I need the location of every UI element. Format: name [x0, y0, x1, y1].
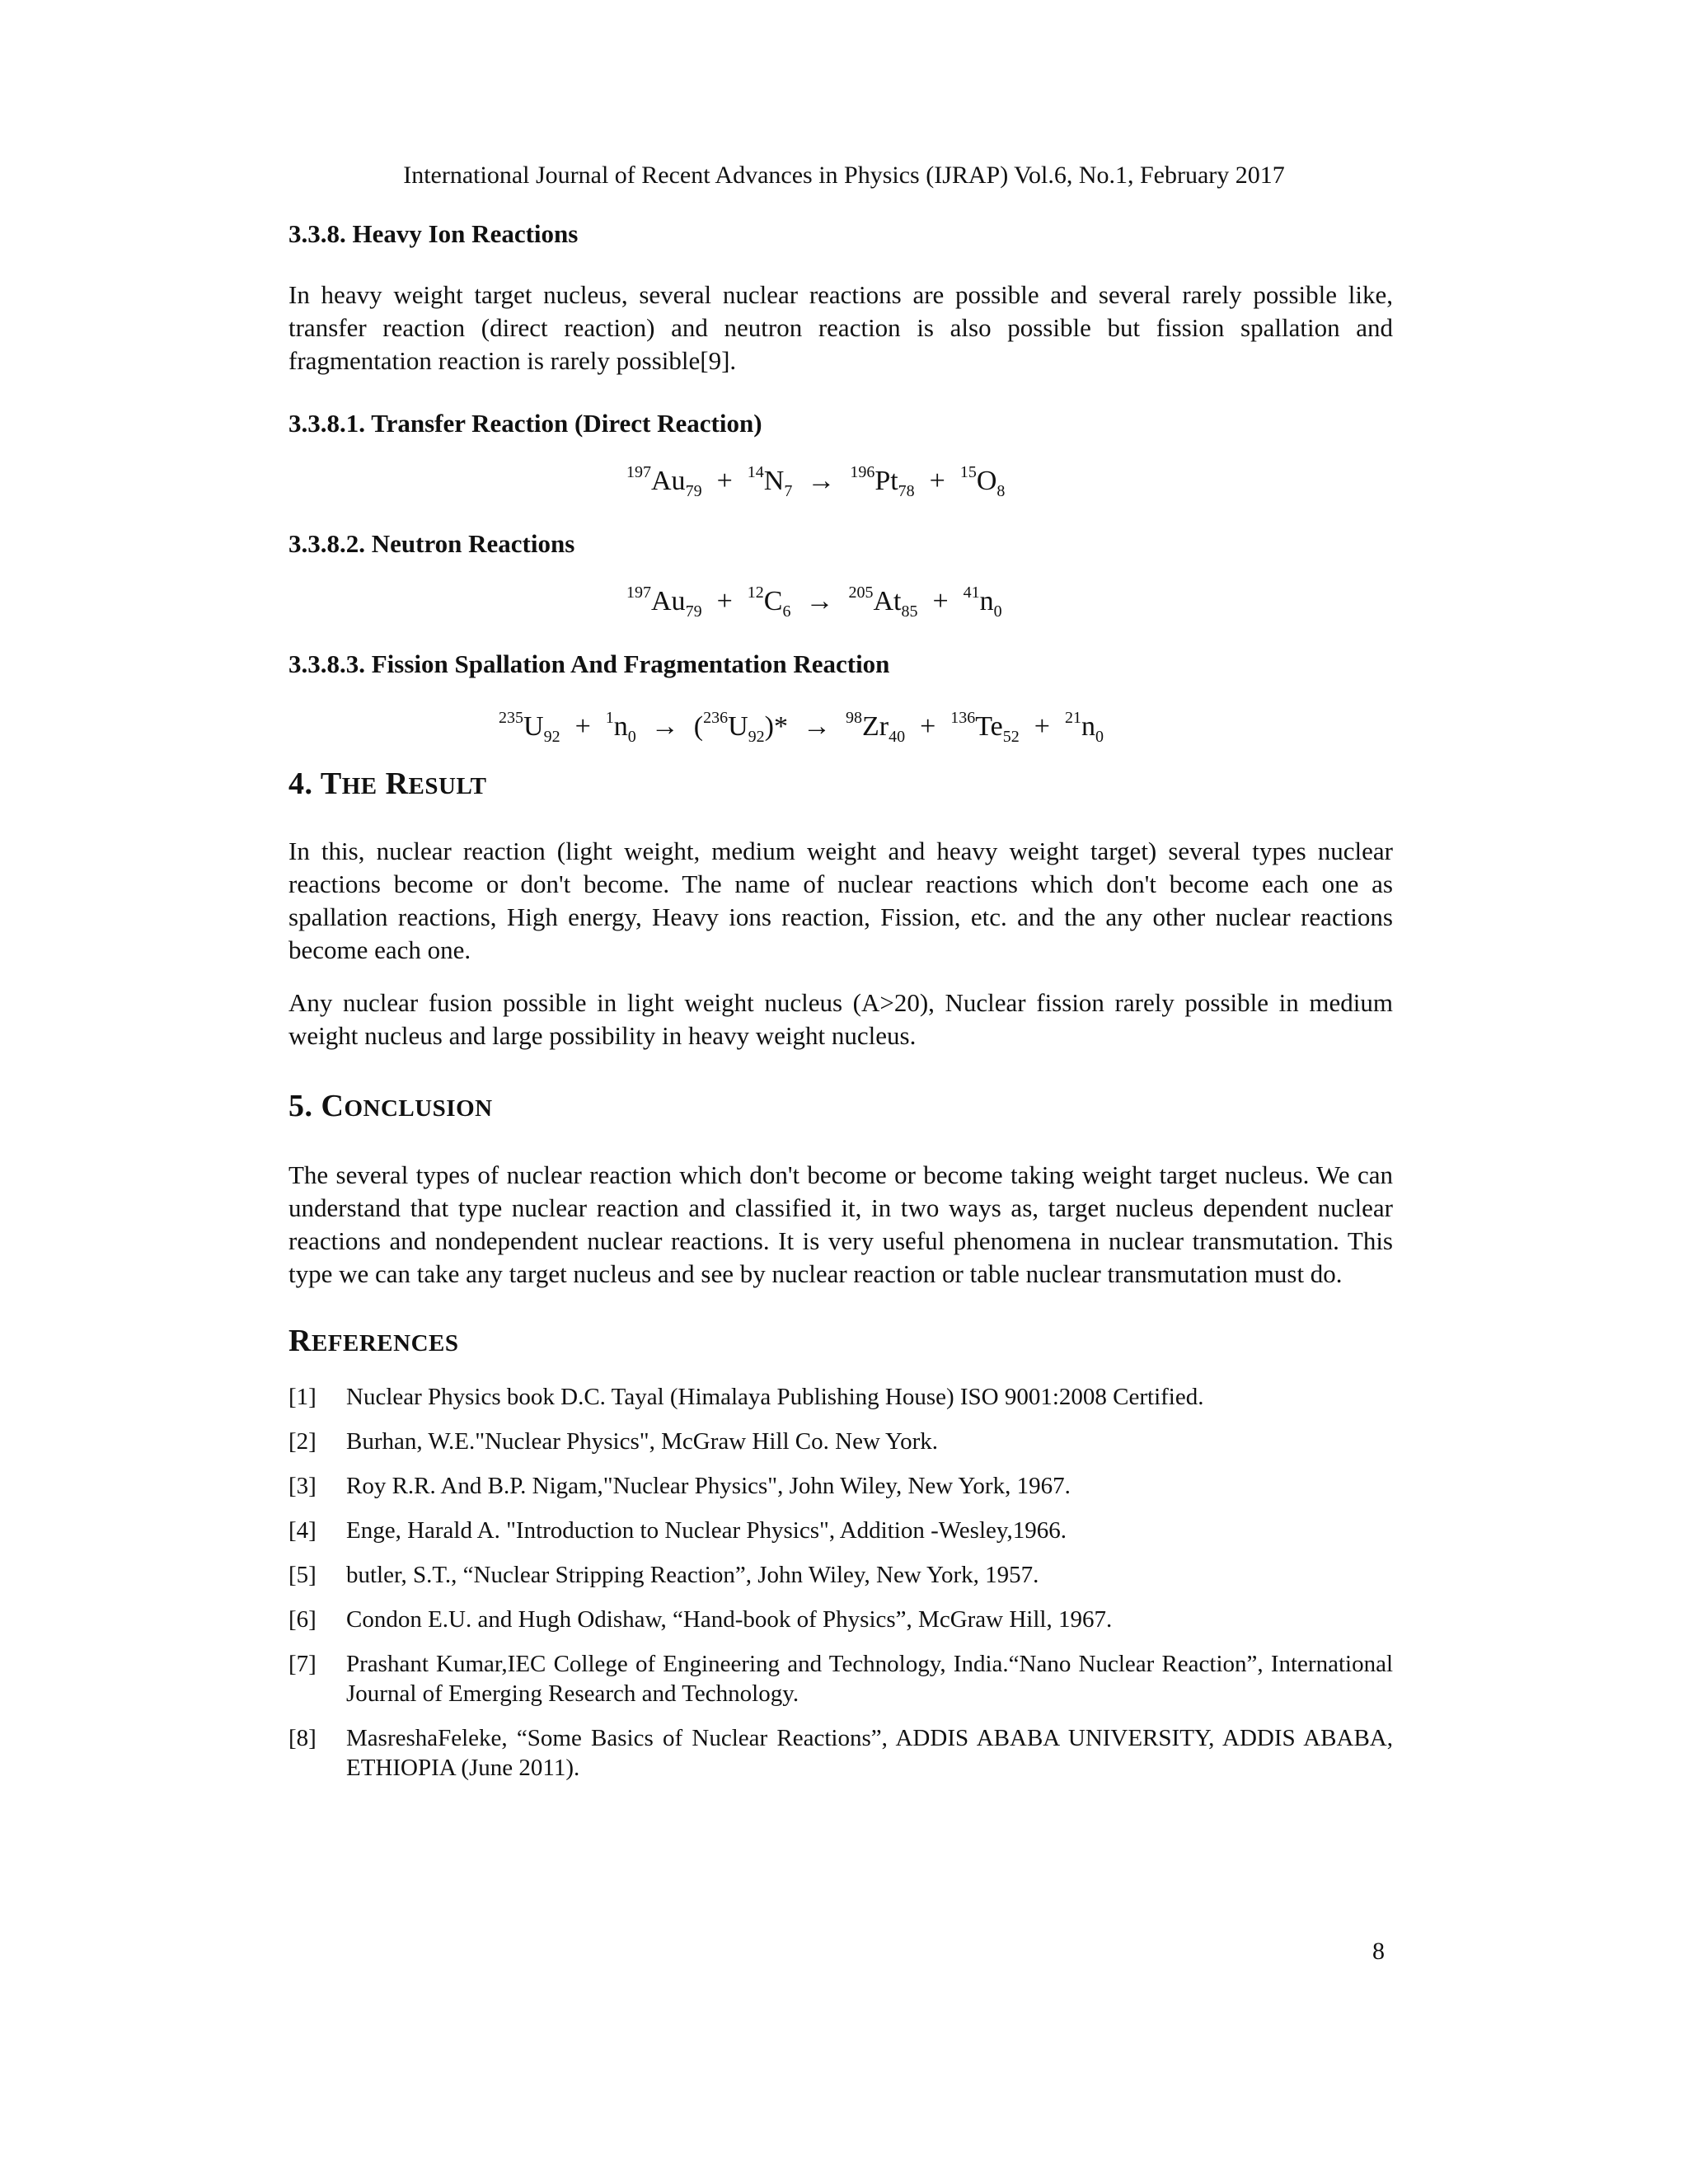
reference-item	[288, 1471, 1393, 1501]
isotope-mass: 236	[703, 709, 729, 727]
isotope-mass: 12	[747, 583, 764, 602]
reaction-arrow: →	[802, 711, 831, 742]
heading-initial: T	[320, 766, 342, 801]
atomic-number: 6	[782, 602, 791, 621]
isotope-mass: 197	[626, 463, 651, 481]
isotope-mass: 235	[499, 709, 523, 727]
isotope-mass: 1	[605, 709, 614, 727]
reference-number: [7]	[288, 1651, 316, 1677]
atomic-number: 0	[627, 728, 636, 746]
reference-number: [5]	[288, 1562, 316, 1588]
section-heading-3-3-8-3: 3.3.8.3. Fission Spallation And Fragmentation Reaction	[288, 649, 890, 678]
element-symbol: U	[728, 711, 748, 742]
equation-neutron-row	[288, 582, 1393, 628]
element-symbol: At	[873, 586, 902, 616]
section-number: 4.	[288, 766, 321, 801]
plus-sign: +	[574, 711, 591, 742]
plus-sign: +	[929, 466, 945, 496]
plus-sign: +	[932, 586, 949, 616]
section-heading-3-3-8-1: 3.3.8.1. Transfer Reaction (Direct Reaction)	[288, 409, 762, 438]
open-paren: (	[693, 711, 704, 742]
atomic-number: 92	[748, 728, 765, 746]
equation-fission-row	[288, 707, 1393, 753]
element-symbol: O	[976, 466, 997, 496]
reference-item	[288, 1605, 1393, 1634]
isotope-mass: 15	[959, 463, 977, 481]
isotope-mass: 197	[626, 583, 651, 602]
reaction-arrow: →	[650, 711, 679, 742]
section-3-3-8-paragraph: In heavy weight target nucleus, several nuclear reactions are possible and several rarely possible like, transfer reaction (direct reaction) and neutron reaction is also possible but fission spallation and fragmentation reaction is rarely possible[9].	[288, 280, 1393, 375]
running-header: International Journal of Recent Advances in Physics (IJRAP) Vol.6, No.1, February 2017	[403, 162, 1285, 189]
reaction-arrow: →	[805, 586, 834, 616]
reference-text: Nuclear Physics book D.C. Tayal (Himalaya Publishing House) ISO 9001:2008 Certified.	[346, 1384, 1204, 1410]
reference-text: Prashant Kumar,IEC College of Engineering and Technology, India.“Nano Nuclear Reaction”, International Journal of Emerging Research and Technology.	[346, 1651, 1393, 1707]
reaction-arrow: →	[807, 466, 836, 496]
section-heading-conclusion	[288, 1085, 1393, 1129]
atomic-number: 40	[889, 728, 906, 746]
page-number: 8	[1372, 1938, 1385, 1965]
reference-item	[288, 1427, 1393, 1456]
reference-item	[288, 1516, 1393, 1545]
heading-smallcaps: HE	[341, 773, 377, 799]
element-symbol: Au	[651, 586, 686, 616]
isotope-mass: 98	[845, 709, 862, 727]
plus-sign: +	[716, 586, 733, 616]
heading-smallcaps: ESULT	[408, 773, 487, 799]
element-symbol: N	[763, 466, 785, 496]
element-symbol: Au	[651, 466, 686, 496]
equation-neutron-reaction	[626, 582, 1002, 621]
atomic-number: 79	[685, 482, 702, 500]
result-paragraph-2: Any nuclear fusion possible in light weight nucleus (A>20), Nuclear fission rarely possible in medium weight nucleus and large possibility in heavy weight nucleus.	[288, 988, 1393, 1050]
element-symbol: Te	[975, 711, 1003, 742]
heading-smallcaps: ONCLUSION	[344, 1095, 493, 1122]
reference-number: [2]	[288, 1428, 316, 1455]
plus-sign: +	[716, 466, 733, 496]
heading-initial: C	[321, 1089, 345, 1123]
reference-text: Roy R.R. And B.P. Nigam,"Nuclear Physics", John Wiley, New York, 1967.	[346, 1473, 1071, 1499]
reference-item	[288, 1723, 1393, 1783]
element-symbol: U	[523, 711, 544, 742]
element-symbol: n	[613, 711, 628, 742]
heading-initial: R	[288, 1324, 312, 1358]
atomic-number: 79	[685, 602, 702, 621]
heading-space	[377, 766, 386, 801]
element-symbol: Pt	[874, 466, 898, 496]
reference-text: butler, S.T., “Nuclear Stripping Reaction”, John Wiley, New York, 1957.	[346, 1562, 1039, 1588]
reference-number: [4]	[288, 1517, 316, 1544]
section-heading-references	[288, 1320, 1393, 1364]
atomic-number: 0	[993, 602, 1002, 621]
equation-transfer-reaction	[626, 462, 1005, 501]
plus-sign: +	[1034, 711, 1050, 742]
isotope-mass: 205	[848, 583, 874, 602]
reference-text: Burhan, W.E."Nuclear Physics", McGraw Hill Co. New York.	[346, 1428, 939, 1455]
conclusion-paragraph: The several types of nuclear reaction which don't become or become taking weight target nucleus. We can understand that type nuclear reaction and classified it, in two ways as, target nucleus dependent nuclear reactions and nondependent nuclear reactions. It is very useful phenomena in nuclear transmutation. This type we can take any target nucleus and see by nuclear reaction or table nuclear transmutation must do.	[288, 1160, 1393, 1288]
reference-number: [3]	[288, 1473, 316, 1499]
element-symbol: C	[763, 586, 783, 616]
reference-list	[288, 1382, 1393, 1783]
atomic-number: 0	[1095, 728, 1104, 746]
heading-initial: R	[385, 766, 409, 801]
element-symbol: n	[1081, 711, 1095, 742]
reference-text: Enge, Harald A. "Introduction to Nuclear Physics", Addition -Wesley,1966.	[346, 1517, 1067, 1544]
isotope-mass: 21	[1064, 709, 1081, 727]
reference-item	[288, 1382, 1393, 1412]
section-heading-3-3-8: 3.3.8. Heavy Ion Reactions	[288, 219, 579, 248]
atomic-number: 52	[1002, 728, 1020, 746]
atomic-number: 78	[898, 482, 915, 500]
element-symbol: n	[979, 586, 994, 616]
reference-number: [6]	[288, 1606, 316, 1633]
atomic-number: 85	[901, 602, 918, 621]
reference-item	[288, 1649, 1393, 1708]
heading-smallcaps: EFERENCES	[311, 1330, 459, 1357]
equation-transfer-row	[288, 462, 1393, 508]
reference-number: [8]	[288, 1725, 316, 1751]
isotope-mass: 14	[747, 463, 764, 481]
reference-text: Condon E.U. and Hugh Odishaw, “Hand-book of Physics”, McGraw Hill, 1967.	[346, 1606, 1113, 1633]
page-content	[288, 216, 1393, 1797]
element-symbol: Zr	[861, 711, 889, 742]
section-heading-the-result	[288, 763, 1393, 807]
isotope-mass: 196	[850, 463, 875, 481]
close-paren-excited: )*	[764, 711, 788, 742]
reference-text: MasreshaFeleke, “Some Basics of Nuclear Reactions”, ADDIS ABABA UNIVERSITY, ADDIS ABABA, ETHIOPIA (June 2011).	[346, 1725, 1393, 1781]
isotope-mass: 136	[950, 709, 976, 727]
atomic-number: 8	[996, 482, 1006, 500]
isotope-mass: 41	[963, 583, 980, 602]
section-heading-3-3-8-2: 3.3.8.2. Neutron Reactions	[288, 529, 575, 558]
reference-item	[288, 1560, 1393, 1590]
section-number: 5.	[288, 1089, 321, 1123]
atomic-number: 7	[784, 482, 793, 500]
result-paragraph-1: In this, nuclear reaction (light weight, medium weight and heavy weight target) several types nuclear reactions become or don't become. The name of nuclear reactions which don't become each one as spallation reactions, High energy, Heavy ions reaction, Fission, etc. and the any other nuclear reactions become each one.	[288, 837, 1393, 964]
equation-fission-reaction	[499, 707, 1104, 747]
reference-number: [1]	[288, 1384, 316, 1410]
plus-sign: +	[920, 711, 936, 742]
atomic-number: 92	[543, 728, 560, 746]
